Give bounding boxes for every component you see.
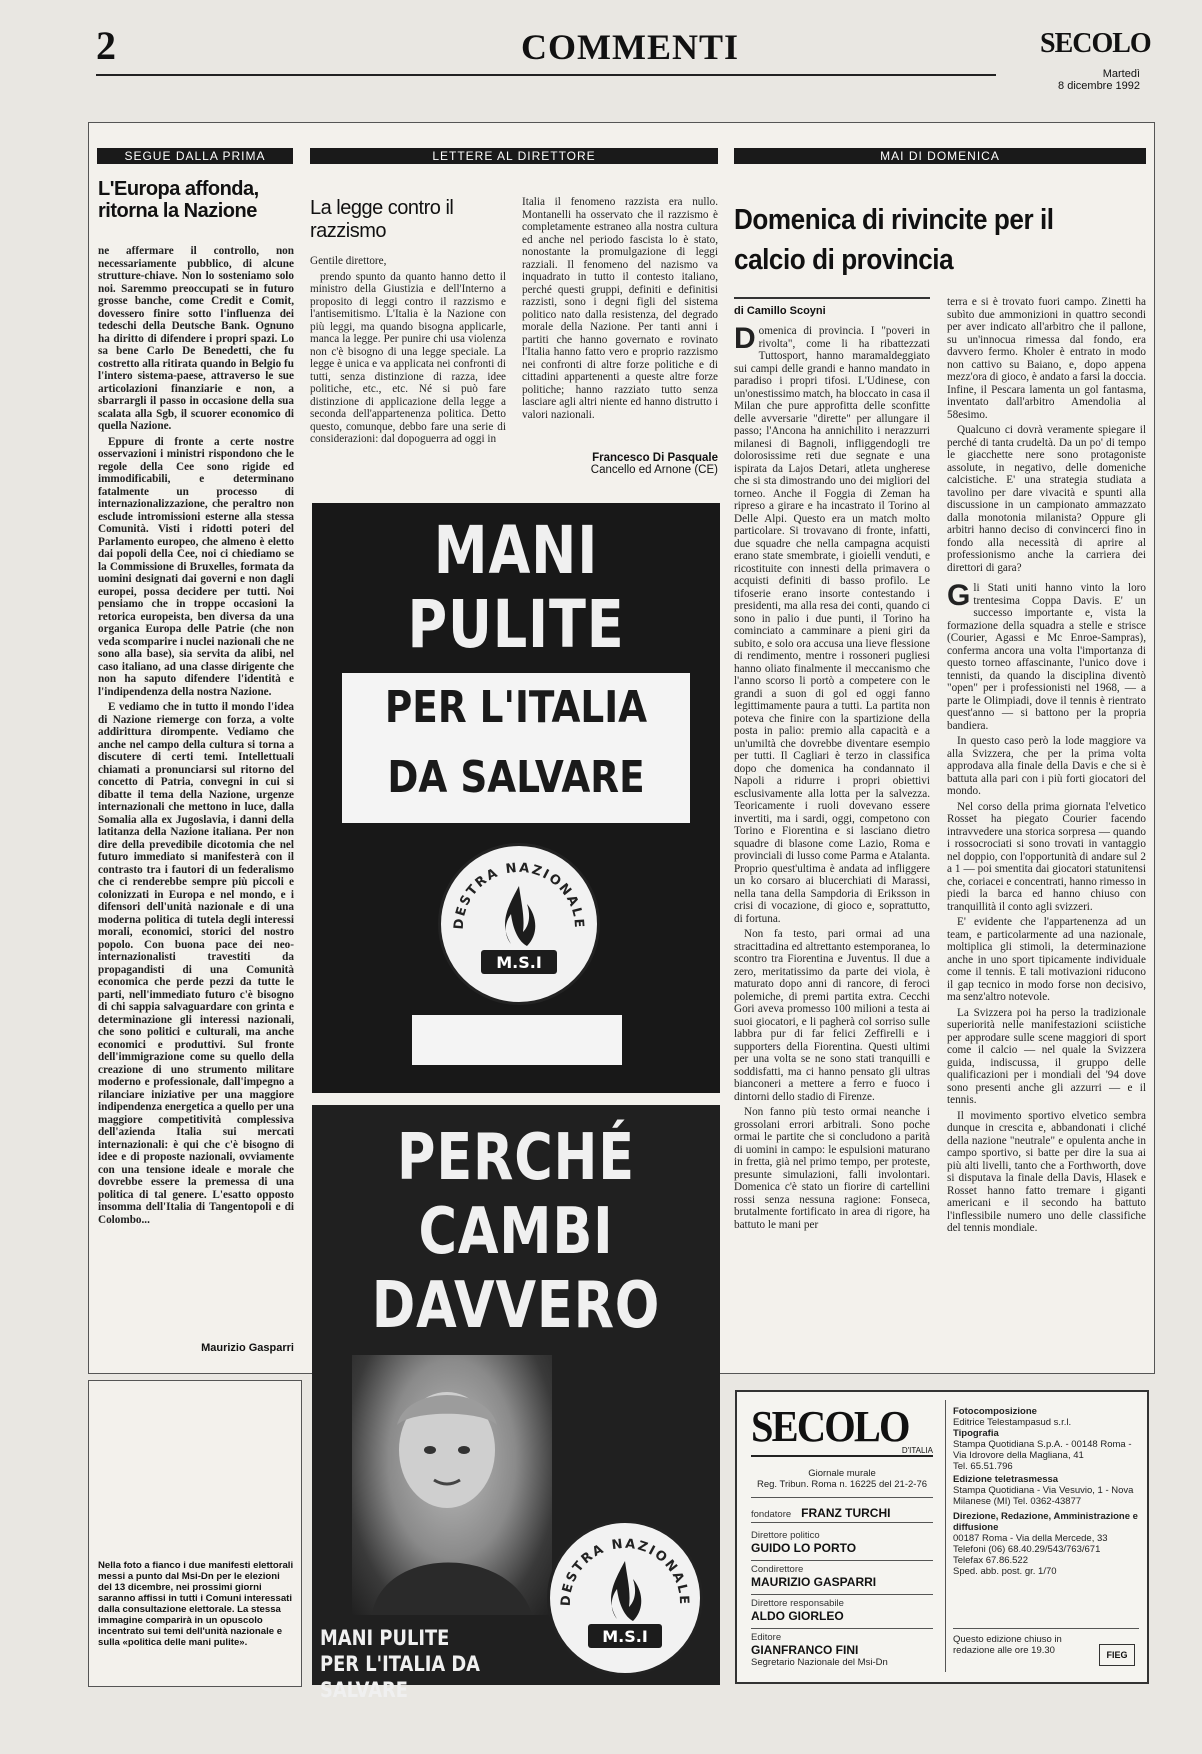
poster2-bottom1: MANI PULITE bbox=[320, 1626, 450, 1650]
sport-paragraph: Domenica di provincia. I "poveri in rivolta", come li ha ribattezzati Tuttosport, hanno maramaldeggiato sui campi delle grandi e hanno mandato in paradiso i propri tifosi. L'Udinese, con un'onestissimo match, ha bloccato in casa il Milan che pure approfitta delle sconfitte delle avversarie "dirette" per allungare il passo; l'Ancona ha annichilito i nerazzurri milanesi di Bagnoli, infliggendogli tre dolorosissime reti due segnate e una ispirata da Lajos Detari, atleta ungherese che si sta dimostrando uno dei migliori del torneo. Anche il Foggia di Zeman ha ripreso a girare e ha incastrato il Torino al Delle Alpi. Questo era un match molto particolare. Si trovavano di fronte, infatti, due squadre che nella campagna acquisti erano state smembrate, i gioielli venduti, e ricostituite con innesti della primavera o acquisti definiti di basso profilo. Le tifoserie erano insorte contestando i presidenti, ma alla resa dei conti, quando ci sono in palio i due punti, il Torino ha cominciato a camminare a pieni giri da subito, e solo ora accusa una lieve flessione di rendimento, mentre i rossoneri pugliesi hanno oliato finalmente il meccanismo che l'anno scorso li portò a competere con le grandi a suon di gol ed oggi fanno legittimamente paura a tutti. La partita non poteva che finire con la spartizione della posta in palio: premio alla capacità e a un'umiltà che dovrebbe diventare esempio per tutti. Il Cagliari è terzo in classifica dopo che domenica ha condannato il Napoli a ridurre i propri obiettivi esclusivamente alla lotta per la salvezza. Teoricamente i ruoli dovevano essere invertiti, ma i sardi, oggi, competono con Torino e Fiorentina e si lasciano dietro squadre di blasone come Lazio, Roma e provinciali di lusso come Parma e Atalanta. Proprio quest'ultima è andata ad infliggere un ko corsaro ai blucerchiati di Marassi, nella tana della Sampdoria di Eriksson in crisi di vocazione, di gioco e, soprattutto, di fortuna. bbox=[734, 322, 930, 925]
masthead-logo: SECOLO bbox=[751, 1402, 909, 1451]
codirector-label: Condirettore bbox=[751, 1564, 804, 1575]
poster1-line3: PER L'ITALIA bbox=[384, 682, 648, 733]
masthead-rule bbox=[751, 1628, 933, 1629]
masthead-sub-logo: D'ITALIA bbox=[901, 1446, 933, 1455]
section-bar-letters: LETTERE AL DIRETTORE bbox=[310, 148, 718, 164]
direzione-fax: Telefax 67.86.522 bbox=[953, 1555, 1029, 1566]
editorial-body bbox=[98, 245, 294, 1329]
poster2-bottom2: PER L'ITALIA DA SALVARE bbox=[320, 1652, 480, 1702]
sport-headline: Domenica di rivincite per il calcio di provincia bbox=[734, 204, 1054, 276]
letter-paragraph: prendo spunto da quanto hanno detto il ministro della Giustizia e dell'Interno a proposito di leggi contro il razzismo e l'antisemitismo. L'Italia è la Nazione con più leggi, ma quando bisogna applicarle, manca la legge. Per punire chi usa violenza non c'è bisogno di una legge speciale. La legge è unica e va applicata nei confronti di tutti, senza distinzione di razza, idee politiche, etc., etc. Né si può fare distinzione di applicazione della legge a seconda dell'appartenenza politica. Detto questo, comunque, debbo fare una serie di considerazioni: dal dopoguerra ad oggi in bbox=[310, 270, 506, 445]
newspaper-logo: SECOLO bbox=[1040, 28, 1151, 59]
sport-paragraph: Non fa testo, pari ormai ad una stracittadina ed altrettanto estemporanea, lo scontro tra Fiorentina e Juventus. Il due a zero, meritatissimo da parte dei viola, è maturato dopo anni di rancore, di feroci polemiche, di premi partita extra. Cecchi Gori aveva promesso 100 milioni a testa ai suoi giocatori, e li pagherà col sorriso sulle labbra pur di far felici Zeffirelli e i supporters della Fiorentina. Questi ultimi per una volta se ne sono stati tranquilli e soddisfatti, ma ci hanno pensato gli ultras bianconeri a mettere a ferro e fuoco i dintorni dello stadio di Firenze. bbox=[734, 928, 930, 1103]
masthead-codirector bbox=[751, 1564, 933, 1589]
direzione-address: 00187 Roma - Via della Mercede, 33 bbox=[953, 1533, 1108, 1544]
masthead-subtitle: Giornale murale bbox=[808, 1468, 876, 1479]
director-label: Direttore politico bbox=[751, 1530, 820, 1541]
letter-author: Francesco Di Pasquale bbox=[592, 452, 718, 464]
issue-weekday: Martedì bbox=[1102, 68, 1140, 80]
poster1-line1: MANI bbox=[433, 512, 599, 589]
emblem-arc-text: DESTRA NAZIONALE bbox=[451, 860, 587, 931]
fotocomposizione-title: Fotocomposizione bbox=[953, 1406, 1037, 1417]
section-title: COMMENTI bbox=[521, 27, 739, 67]
letter-signature bbox=[522, 452, 718, 476]
sport-paragraph: terra e si è trovato fuori campo. Zinetti ha subìto due ammonizioni in quattro secondi per aver indicato all'arbitro che il pallone, su un'innocua rimessa dal fondo, era davvero fermo. Kholer è entrato in modo non cattivo su Baiano, e, dopo appena mezz'ora di gioco, è andato a farsi la doccia. Infine, il Pescara lamenta un gol fantasma, inventato dall'arbitro Amendolia al 58esimo. bbox=[947, 296, 1146, 421]
masthead-editor bbox=[751, 1632, 941, 1668]
sport-paragraph: Gli Stati uniti hanno vinto la loro trentesima Coppa Davis. E' un successo importante e, vista la formazione della squadra a stelle e strisce (Courier, Agassi e Mc Enroe-Sampras), conferma ancora una volta l'importanza di questo torneo affascinante, l'unico dove i tennisti, da quando la disciplina diventò "open" per i professionisti nel 1968, — a parte le Olimpiadi, dove il tennis è rientrato quest'anno — si battono per la propria bandiera. bbox=[947, 579, 1146, 732]
director-name: GUIDO LO PORTO bbox=[751, 1541, 857, 1555]
tipografia-title: Tipografia bbox=[953, 1428, 999, 1439]
masthead-rule bbox=[953, 1628, 1139, 1629]
direzione-phone: Telefoni (06) 68.40.29/543/763/671 bbox=[953, 1544, 1101, 1555]
masthead-right-info bbox=[953, 1406, 1139, 1577]
editor-name: GIANFRANCO FINI bbox=[751, 1643, 859, 1657]
resp-name: ALDO GIORLEO bbox=[751, 1609, 844, 1623]
tipografia-phone: Tel. 65.51.796 bbox=[953, 1461, 1013, 1472]
editorial-paragraph: Eppure di fronte a certe nostre osservazioni i ministri rispondono che le regole della Cee sono rigide ed immodificabili, e determinano fatalmente un processo di internazionalizzazione, che peraltro non esclude intromissioni esterne alla stessa Comunità. Visti i ridotti poteri del Parlamento europeo, che almeno è eletto dai popoli della Cee, noi ci chiediamo se la Commissione di Bruxelles, formata da uomini designati dai governi e non dagli europei, possa decidere per tutti. Noi pensiamo che in troppe occasioni la retorica europeista, ben diversa da una organica Europa delle Patrie (che non veda scomparire i nuclei nazionali che ne sono alla base), sia servita da alibi, nel caso italiano, ad una classe dirigente che non ha saputo difendere l'identità e l'indipendenza della nostra Nazione. bbox=[98, 435, 294, 698]
masthead-resp bbox=[751, 1598, 933, 1623]
edizione-title: Edizione teletrasmessa bbox=[953, 1474, 1059, 1485]
byline-rule bbox=[734, 297, 930, 299]
sport-paragraph: La Svizzera poi ha perso la tradizionale superiorità nelle manifestazioni sciistiche per approdare sulle scene maggiori di sport come il calcio — nel quale la Svizzera guida, indiscussa, il gruppo delle qualificazioni per i mondiali del '94 dove sono presenti anche gli azzurri — e il tennis. bbox=[947, 1006, 1146, 1106]
masthead-box bbox=[735, 1390, 1149, 1684]
msi-flame-icon bbox=[441, 846, 597, 1002]
emblem-label: M.S.I bbox=[496, 953, 542, 972]
editorial-headline: L'Europa affonda, ritorna la Nazione bbox=[98, 178, 259, 222]
msi-emblem-2 bbox=[547, 1520, 703, 1676]
masthead-rule bbox=[751, 1560, 933, 1561]
poster1-box bbox=[342, 673, 690, 823]
poster2-line1: PERCHÉ bbox=[397, 1121, 635, 1195]
child-portrait-icon bbox=[352, 1355, 552, 1615]
page-number: 2 bbox=[96, 23, 116, 68]
poster2-slogan bbox=[320, 1625, 516, 1703]
editor-role: Segretario Nazionale del Msi-Dn bbox=[751, 1657, 888, 1668]
issue-date bbox=[1010, 68, 1140, 92]
section-bar-segue: SEGUE DALLA PRIMA bbox=[97, 148, 293, 164]
editorial-signature: Maurizio Gasparri bbox=[201, 1342, 294, 1354]
photo-caption: Nella foto a fianco i due manifesti elettorali messi a punto dal Msi-Dn per le elezioni del 13 dicembre, nei prossimi giorni saranno affissi in tutti i Comuni interessati dalla consultazione elettorale. La stessa immagine comparirà in un opuscolo incentrato sui temi dell'unità nazionale e sulla «politica delle mani pulite». bbox=[98, 1560, 294, 1648]
masthead-rule bbox=[751, 1522, 933, 1523]
masthead-logo-block bbox=[751, 1404, 933, 1457]
direzione-postal: Sped. abb. post. gr. 1/70 bbox=[953, 1566, 1057, 1577]
sport-paragraph: E' evidente che l'appartenenza ad un team, e particolarmente ad una nazionale, moltiplica gli stimoli, la determinazione anche in uno sport tipicamente individuale come il tennis. E tali motivazioni riducono il gap tecnico in modo forse non decisivo, ma senz'altro notevole. bbox=[947, 916, 1146, 1003]
poster-perche-cambi bbox=[312, 1105, 720, 1702]
closing-note: Questo edizione chiuso in redazione alle ore 19.30 bbox=[953, 1634, 1062, 1656]
codirector-name: MAURIZIO GASPARRI bbox=[751, 1575, 877, 1589]
child-photo bbox=[352, 1355, 552, 1615]
poster1-blank-panel bbox=[412, 1015, 622, 1065]
letter-greeting: Gentile direttore, bbox=[310, 255, 387, 267]
direzione-title: Direzione, Redazione, Amministrazione e diffusione bbox=[953, 1511, 1138, 1533]
letter-place: Cancello ed Arnone (CE) bbox=[590, 464, 718, 476]
sport-body-col-a bbox=[734, 322, 930, 1360]
letter-body-a bbox=[310, 255, 506, 475]
poster2-line2: CAMBI bbox=[418, 1195, 614, 1269]
founder-name: FRANZ TURCHI bbox=[801, 1506, 891, 1520]
masthead-subtitle-block bbox=[751, 1468, 933, 1490]
emblem-arc-text: DESTRA NAZIONALE bbox=[558, 1536, 692, 1607]
editorial-paragraph: E vediamo che in tutto il mondo l'idea di Nazione riemerge con forza, a volte addirittura dirompente. Vediamo che anche nel campo della cultura si torna a discutere di certi temi. Intellettuali chiamati a pronunciarsi sul ritorno del concetto di Patria, convegni in cui si dibatte il tema della Nazione, urgenze internazionali che mettono in luce, dalla Somalia alla ex Jugoslavia, i danni della latitanza della Nazione italiana. Per non dire della prevedibile dicotomia che nel futuro immediato si manifesterà con il contrasto tra i fautori di un federalismo che ci renderebbe sempre più piccoli e colonizzati in Europa e nel mondo, e i difensori dell'unità nazionale e di una moderna politica di tutela degli interessi morali, economici, storici del nostro popolo. Con buona pace dei neo-internazionalisti travestiti da propagandisti di una Comunità economica che perde pezzi da tutte le parti, nell'immediato futuro c'è bisogno di chi sappia salvaguardare con grinta e determinazione gli interessi nazionali, che sono politici e culturali, ma anche economici e produttivi. Sul fronte dell'immigrazione come su quello della creazione di uno strumento militare moderno e professionale, dall'impegno a rilanciare iniziative per una maggiore indipendenza energetica a quello per una maggiore competitività complessiva dell'azienda Italia sui mercati internazionali: è qui che c'è bisogno di idee e di proposte nazionali, ovviamente con una tensione ideale e morale che dovrebbe essere la premessa di una politica di tal genere. L'esatto opposto insomma dell'Italia di Tangentopoli e di Colombo... bbox=[98, 701, 294, 1226]
edizione-text: Stampa Quotidiana - Via Vesuvio, 1 - Nova Milanese (MI) Tel. 0362-43877 bbox=[953, 1485, 1134, 1507]
fieg-logo: FIEG bbox=[1099, 1644, 1135, 1666]
poster1-line2: PULITE bbox=[407, 586, 625, 663]
sport-paragraph: In questo caso però la lode maggiore va alla Svizzera, che per la prima volta approdava alla finale della Davis e che si è battuta alla pari con i più forti giocatori del mondo. bbox=[947, 735, 1146, 797]
resp-label: Direttore responsabile bbox=[751, 1598, 844, 1609]
dropcap: G bbox=[947, 579, 971, 612]
letter-paragraph: Italia il fenomeno razzista era nullo. Montanelli ha osservato che il razzismo è completamente estraneo alla nostra cultura ed anche nel periodo fascista lo è stato, nonostante la promulgazione di leggi razziali. Il fenomeno del nazismo va inquadrato in tutto il contesto italiano, perché questi gruppi, definiti e definitisi razzisti, sono i degni figli del sistema politico nato dalla resistenza, del degrado morale della Nazione. Per tanti anni i partiti che hanno governato e rovinato l'Italia hanno fatto vero e proprio razzismo nei confronti di altre forze politiche e di cittadini appartenenti a queste altre forze politiche; hanno razziato tutto senza lasciare agli altri niente ed hanno distrutto i valori nazionali. bbox=[522, 196, 718, 421]
issue-full-date: 8 dicembre 1992 bbox=[1058, 80, 1140, 92]
masthead-rule bbox=[751, 1594, 933, 1595]
sport-byline: di Camillo Scoyni bbox=[734, 305, 826, 317]
editor-label: Editore bbox=[751, 1632, 782, 1643]
tipografia-text: Stampa Quotidiana S.p.A. - 00148 Roma - Via Idrovore della Magliana, 41 bbox=[953, 1439, 1132, 1461]
emblem-label: M.S.I bbox=[602, 1627, 648, 1646]
poster-mani-pulite bbox=[312, 503, 720, 1093]
masthead-divider bbox=[945, 1400, 946, 1672]
letter-body-b bbox=[522, 196, 718, 476]
msi-flame-icon bbox=[550, 1523, 700, 1673]
masthead-rule bbox=[751, 1497, 933, 1498]
section-bar-sport: MAI DI DOMENICA bbox=[734, 148, 1146, 164]
poster1-line4: DA SALVARE bbox=[387, 752, 645, 803]
header-rule bbox=[96, 74, 996, 76]
sport-paragraph: Qualcuno ci dovrà veramente spiegare il perché di tanta crudeltà. Da un po' di tempo le giacchette nere sono protagoniste assolute, in negativo, delle domeniche calcistiche. E' una strategia studiata a tavolino per dare vivacità e spunti alla discussione in un campionato ammazzato dalla monotonia milanista? Oppure gli arbitri hanno deciso di convincerci fino in fondo alla necessità di aprire al professionismo anche la carriera dei direttori di gara? bbox=[947, 424, 1146, 574]
msi-emblem bbox=[438, 843, 600, 1005]
sport-paragraph: Il movimento sportivo elvetico sembra dunque in crescita e, abbandonati i cliché della nazione "neutrale" e opulenta anche in campo sportivo, si batte per dire la sua ai più alti livelli, tanto che a Forthworth, dove si disputava la finale della Davis, Hlasek e Rosset hanno fatto tremare i giganti americani e il secondo ha battuto l'inflessibile numero uno delle classifiche del tennis mondiale. bbox=[947, 1109, 1146, 1234]
editorial-lead: ne affermare il controllo, non necessariamente pubblico, di alcune strutture-chiave. Non lo sosteniamo solo noi. Saremmo preoccupati se in futuro grosse banche, come Credit e Comit, dovessero finire sotto l'influenza dei tedeschi della Deutsche Bank. Ognuno ha diritto di difendere i propri spazi. Lo sa bene Carlo De Benedetti, che fu costretto alla ritirata quando in Belgio fu l'intero sistema-paese, attraverso le sue articolazioni finanziarie e non, a sbarrargli il passo in occasione della sua scalata alla Sgb, il scuorer economico di quella Nazione. bbox=[98, 245, 294, 432]
letter-headline: La legge contro il razzismo bbox=[310, 197, 454, 242]
dropcap: D bbox=[734, 322, 756, 355]
fotocomposizione-text: Editrice Telestampasud s.r.l. bbox=[953, 1417, 1072, 1428]
sport-paragraph: Non fanno più testo ormai neanche i grossolani errori arbitrali. Sono poche ormai le partite che si concludono a parità di uomini in campo: le espulsioni maturano in fretta, già nel primo tempo, per proteste, presunte simulazioni, falli involontari. Domenica c'è stato un fiorire di cartellini rossi senza nessuna ragione: Fonseca, brutalmente fortificato in area di rigore, ha battuto le mani per bbox=[734, 1106, 930, 1231]
sport-paragraph: Nel corso della prima giornata l'elvetico Rosset ha piegato Courier facendo intravvedere una storica sorpresa — quando i rossocrociati si sono trovati in vantaggio nel doppio, con l'opportunità di andare sul 2 a 1 — poi smentita dai giocatori statunitensi che, coriacei e concentrati, hanno rimesso in piedi la barca ed hanno chiuso con tranquillità il conto agli svizzeri. bbox=[947, 800, 1146, 913]
founder-label: fondatore bbox=[751, 1509, 792, 1520]
masthead-founder bbox=[751, 1504, 933, 1522]
sport-body-col-b bbox=[947, 296, 1146, 1360]
masthead-registration: Reg. Tribun. Roma n. 16225 del 21-2-76 bbox=[756, 1479, 928, 1490]
masthead-director bbox=[751, 1530, 933, 1555]
poster2-line3: DAVVERO bbox=[371, 1269, 661, 1343]
